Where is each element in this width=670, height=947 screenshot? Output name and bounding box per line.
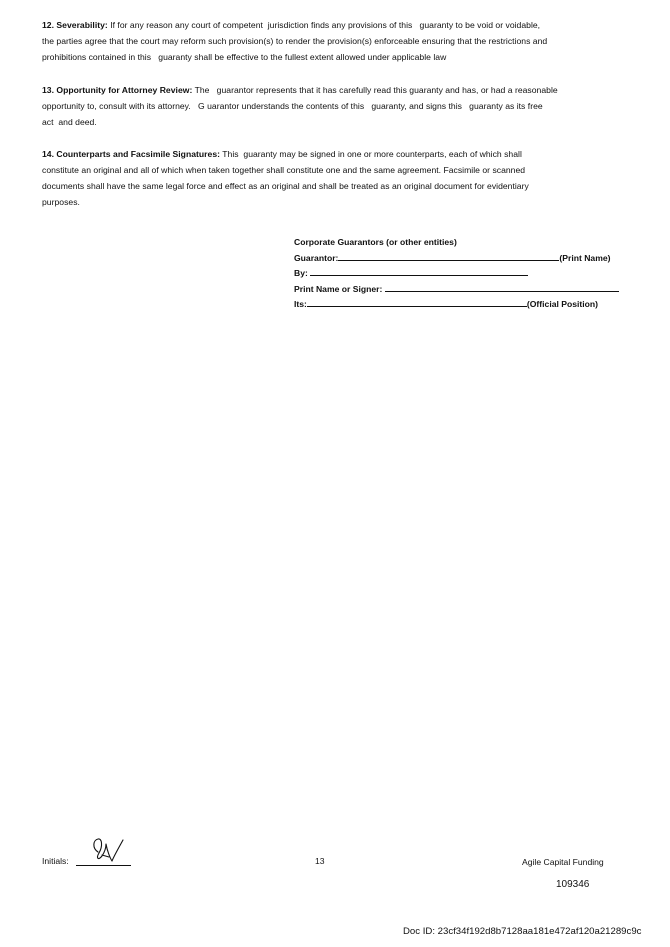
document-id: Doc ID: 23cf34f192d8b7128aa181e472af120a21289c9c <box>403 926 642 937</box>
clause-text: If for any reason any court of competent jurisdiction finds any provisions of this guaranty to be void or voidable, <box>107 20 541 30</box>
clause-line <box>42 82 622 98</box>
page-number: 13 <box>315 856 325 866</box>
initials-label: Initials: <box>42 856 69 866</box>
reference-number: 109346 <box>556 879 590 890</box>
its-label: Its: <box>294 299 307 309</box>
guarantor-suffix: (Print Name) <box>559 252 611 263</box>
print-name-label: Print Name or Signer: <box>294 283 385 294</box>
its-suffix: (Official Position) <box>526 299 599 309</box>
clause-text: act and deed. <box>42 117 97 127</box>
clause-text: prohibitions contained in this guaranty shall be effective to the fullest extent allowed under applicable law <box>42 52 447 62</box>
clause-line <box>42 146 622 162</box>
guarantor-row <box>294 251 634 267</box>
clause-heading: 12. Severability: <box>42 20 108 30</box>
print-name-field[interactable] <box>385 282 619 292</box>
guarantor-label: Guarantor: <box>294 252 339 263</box>
clause-14-counterparts <box>42 146 622 210</box>
clause-text: purposes. <box>42 197 80 207</box>
clause-heading: 13. Opportunity for Attorney Review: <box>42 85 193 95</box>
clause-text: constitute an original and all of which when taken together shall constitute one and the same agreement. Facsimile or scanned <box>42 165 526 175</box>
official-position-field[interactable] <box>307 297 527 307</box>
by-row <box>294 266 634 282</box>
clause-text: documents shall have the same legal force and effect as an original and shall be treated as an original document for evidentiary <box>42 181 529 191</box>
initials-signature-mark <box>84 834 126 871</box>
by-label: By: <box>294 268 311 278</box>
by-signature-field[interactable] <box>310 266 528 276</box>
clause-heading: 14. Counterparts and Facsimile Signatures: <box>42 149 221 159</box>
corporate-guarantor-signature-block <box>294 235 634 313</box>
clause-line <box>42 17 622 33</box>
clause-text: opportunity to, consult with its attorney. G uarantor understands the contents of this guaranty, and signs this guaranty as its free <box>42 101 543 111</box>
signature-block-title: Corporate Guarantors (or other entities) <box>294 237 457 247</box>
company-name: Agile Capital Funding <box>522 857 604 867</box>
guarantor-name-field[interactable] <box>338 251 559 261</box>
its-row <box>294 297 634 313</box>
clause-13-attorney-review <box>42 82 622 130</box>
print-name-row <box>294 282 634 298</box>
clause-text: This guaranty may be signed in one or more counterparts, each of which shall <box>220 149 522 159</box>
clause-12-severability <box>42 17 622 65</box>
clause-text: the parties agree that the court may reform such provision(s) to render the provision(s) enforceable ensuring that the restrictions and <box>42 36 548 46</box>
clause-text: The guarantor represents that it has carefully read this guaranty and has, or had a reasonable <box>192 85 558 95</box>
